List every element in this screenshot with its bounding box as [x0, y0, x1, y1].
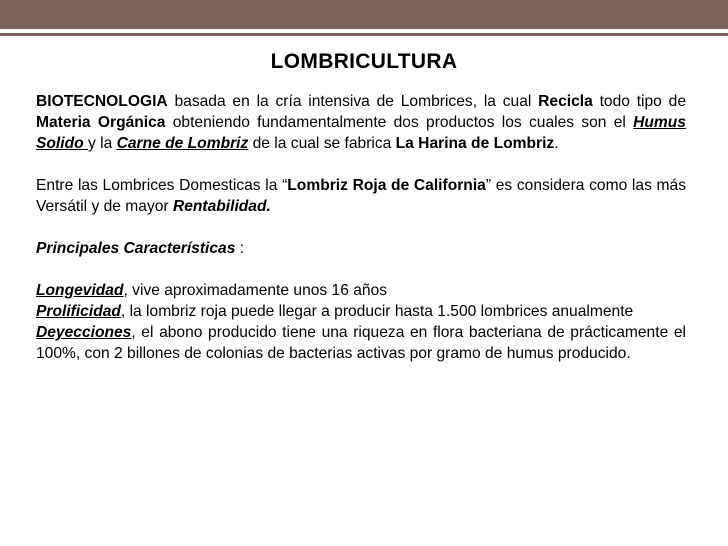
- term-rentabilidad: Rentabilidad.: [172, 198, 271, 215]
- text-segment: :: [235, 240, 245, 257]
- text-segment: , vive aproximadamente unos 16 años: [123, 282, 388, 299]
- text-segment: , el abono producido tiene una riqueza en flora bacteriana de prácticamente el 100%, con 2 billones de colonias de bacterias activas por gramo de humus producido.: [36, 324, 686, 362]
- text-segment: , la lombriz roja puede llegar a producir hasta 1.500 lombrices anualmente: [120, 303, 634, 320]
- term-deyecciones: Deyecciones: [36, 324, 132, 341]
- term-prolificidad: Prolificidad: [36, 303, 121, 320]
- item-deyecciones: [36, 322, 686, 364]
- text-segment: todo tipo de: [592, 93, 686, 110]
- term-humus-solido: Humus Solido: [36, 114, 686, 152]
- item-prolificidad: [36, 301, 686, 322]
- paragraph-biotecnologia: [36, 91, 686, 154]
- term-longevidad: Longevidad: [36, 282, 124, 299]
- text-segment: y la: [87, 135, 117, 152]
- paragraph-lombriz-roja: [36, 175, 686, 217]
- text-segment: Entre las Lombrices Domesticas la “: [36, 177, 288, 194]
- text-segment: ” es considera como las más Versátil y de mayor: [36, 177, 686, 215]
- header-bar: [0, 0, 728, 29]
- text-segment: de la cual se fabrica: [248, 135, 396, 152]
- term-lombriz-roja: Lombriz Roja de California: [287, 177, 486, 194]
- header-line: [0, 33, 728, 36]
- term-biotecnologia: BIOTECNOLOGIA: [36, 93, 168, 110]
- text-segment: obteniendo fundamentalmente dos productos los cuales son el: [165, 114, 634, 131]
- text-segment: .: [554, 135, 559, 152]
- term-materia-organica: Materia Orgánica: [36, 114, 166, 131]
- paragraph-caracteristicas: [36, 238, 686, 259]
- slide-content: [36, 91, 686, 364]
- term-carne-de-lombriz: Carne de Lombriz: [116, 135, 249, 152]
- term-harina-de-lombriz: La Harina de Lombriz: [395, 135, 555, 152]
- slide-title: LOMBRICULTURA: [270, 50, 458, 73]
- item-longevidad: [36, 280, 686, 301]
- text-segment: basada en la cría intensiva de Lombrices, la cual: [167, 93, 539, 110]
- term-recicla: Recicla: [538, 93, 593, 110]
- heading-caracteristicas: Principales Características: [36, 240, 236, 257]
